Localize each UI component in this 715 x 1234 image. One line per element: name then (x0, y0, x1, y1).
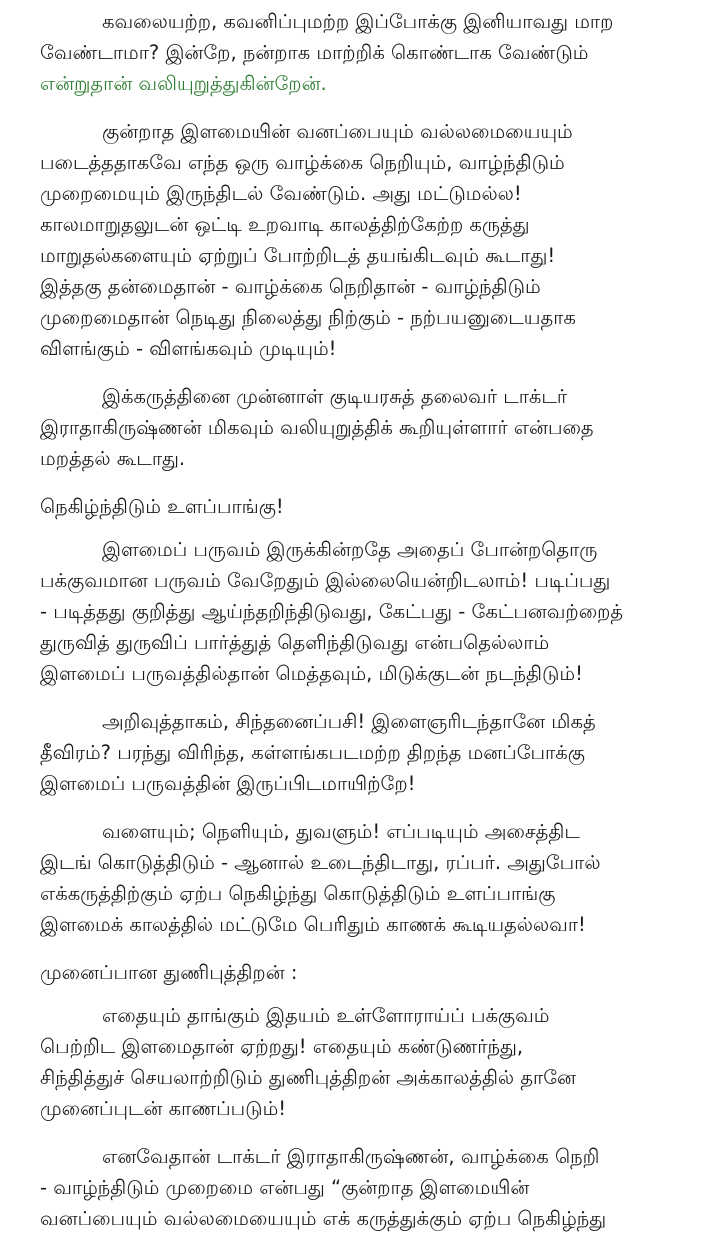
paragraph-8 (40, 1141, 675, 1234)
section-heading-2: முனைப்பான துணிபுத்திறன் : (40, 961, 298, 984)
paragraph-6 (40, 816, 675, 940)
paragraph-7 (40, 1000, 675, 1124)
text-line: எதையும் தாங்கும் இதயம் உள்ளோராய்ப் பக்குவம் (102, 1004, 550, 1027)
text-line: படைத்ததாகவே எந்த ஒரு வாழ்க்கை நெறியும், வாழ்ந்திடும் (40, 151, 565, 174)
text-line: வேண்டாமா? இன்றே, நன்றாக மாற்றிக் கொண்டாக வேண்டும் (40, 41, 589, 64)
text-line: இளமைப் பருவத்தில்தான் மெத்தவும், மிடுக்குடன் நடந்திடும்! (40, 662, 583, 685)
text-line: துருவித் துருவிப் பார்த்துத் தெளிந்திடுவது என்பதெல்லாம் (40, 631, 550, 654)
text-line: காலமாறுதலுடன் ஒட்டி உறவாடி காலத்திற்கேற்ற கருத்து (40, 213, 530, 236)
text-line: இடங் கொடுத்திடும் - ஆனால் உடைந்திடாது, ரப்பர். அதுபோல் (40, 851, 601, 874)
text-line: தீவிரம்? பரந்து விரிந்த, கள்ளங்கபடமற்ற திறந்த மனப்போக்கு (40, 741, 585, 764)
text-line: வனப்பையும் வல்லமையையும் எக் கருத்துக்கும் ஏற்ப நெகிழ்ந்து (40, 1207, 607, 1230)
text-line: இராதாகிருஷ்ணன் மிகவும் வலியுறுத்திக் கூறியுள்ளார் என்பதை (40, 416, 594, 439)
paragraph-3 (40, 381, 675, 474)
paragraph-5 (40, 706, 675, 799)
text-line: மறத்தல் கூடாது. (40, 447, 186, 470)
text-line: இளமைப் பருவத்தின் இருப்பிடமாயிற்றே! (40, 772, 416, 795)
text-line: கவலையற்ற, கவனிப்புமற்ற இப்போக்கு இனியாவது மாற (102, 10, 614, 33)
text-line: குன்றாத இளமையின் வனப்பையும் வல்லமையையும் (102, 120, 573, 143)
text-line: முறைமையும் இருந்திடல் வேண்டும். அது மட்டுமல்ல! (40, 182, 522, 205)
text-line: அறிவுத்தாகம், சிந்தனைப்பசி! இளைஞரிடந்தானே மிகத் (102, 710, 596, 733)
text-line: சிந்தித்துச் செயலாற்றிடும் துணிபுத்திறன் அக்காலத்தில் தானே (40, 1066, 576, 1089)
text-line: விளங்கும் - விளங்கவும் முடியும்! (40, 337, 337, 360)
paragraph-1 (40, 6, 675, 99)
text-line: எனவேதான் டாக்டர் இராதாகிருஷ்ணன், வாழ்க்கை நெறி (102, 1145, 600, 1168)
text-line: முறைமைதான் நெடிது நிலைத்து நிற்கும் - நற்பயனுடையதாக (40, 306, 576, 329)
text-line: எக்கருத்திற்கும் ஏற்ப நெகிழ்ந்து கொடுத்திடும் உளப்பாங்கு (40, 882, 556, 905)
text-line: பெற்றிட இளமைதான் ஏற்றது! எதையும் கண்டுணர்ந்து, (40, 1035, 524, 1058)
text-line: இளமைக் காலத்தில் மட்டுமே பெரிதும் காணக் கூடியதல்லவா! (40, 913, 586, 936)
text-line: வளையும்; நெளியும், துவளும்! எப்படியும் அசைத்திட (102, 820, 580, 843)
text-line: - படித்தது குறித்து ஆய்ந்தறிந்திடுவது, கேட்பது - கேட்பனவற்றைத் (40, 600, 624, 623)
text-line: முனைப்புடன் காணப்படும்! (40, 1097, 287, 1120)
text-line: - வாழ்ந்திடும் முறைமை என்பது “குன்றாத இளமையின் (40, 1176, 530, 1199)
text-line: மாறுதல்களையும் ஏற்றுப் போற்றிடத் தயங்கிடவும் கூடாது! (40, 244, 556, 267)
paragraph-4 (40, 534, 675, 689)
text-line-green: என்றுதான் வலியுறுத்துகின்றேன். (40, 72, 327, 95)
section-heading-1: நெகிழ்ந்திடும் உளப்பாங்கு! (40, 495, 284, 518)
text-line: பக்குவமான பருவம் வேறேதும் இல்லையென்றிடலாம்! படிப்பது (40, 569, 611, 592)
text-line: இக்கருத்தினை முன்னாள் குடியரசுத் தலைவர் டாக்டர் (102, 385, 568, 408)
paragraph-2 (40, 116, 675, 364)
text-line: இத்தகு தன்மைதான் - வாழ்க்கை நெறிதான் - வாழ்ந்திடும் (40, 275, 541, 298)
text-line: இளமைப் பருவம் இருக்கின்றதே அதைப் போன்றதொரு (102, 538, 598, 561)
